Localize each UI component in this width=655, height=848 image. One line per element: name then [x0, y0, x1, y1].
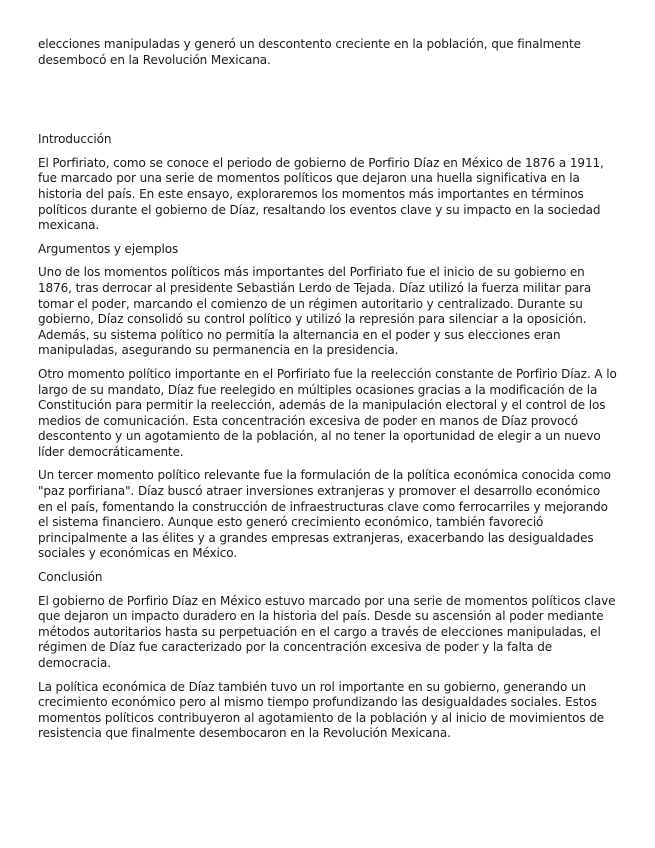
section-gap: [38, 68, 618, 132]
intro-heading: Introducción: [38, 132, 112, 147]
opening-fragment: elecciones manipuladas y generó un descontento creciente en la población, que finalmente desembocó en la Revolución Mexicana.: [38, 37, 581, 67]
argument-paragraph-2: Otro momento político importante en el Porfiriato fue la reelección constante de Porfirio Díaz. A lo largo de su mandato, Díaz fue reelegido en múltiples ocasiones gracias a la modificación de la Constitución para permitir la reelección, además de la manipulación electoral y el control de los medios de comunicación. Esta concentración excesiva de poder en manos de Díaz provocó descontento y un agotamiento de la población, al no tener la oportunidad de elegir a un nuevo líder democráticamente.: [38, 366, 617, 459]
argument-paragraph-1: Uno de los momentos políticos más importantes del Porfiriato fue el inicio de su gobierno en 1876, tras derrocar al presidente Sebastián Lerdo de Tejada. Díaz utilizó la fuerza militar para tomar el poder, marcando el comienzo de un régimen autoritario y centralizado. Durante su gobierno, Díaz consolidó su control político y utilizó la represión para silenciar a la oposición. Además, su sistema político no permitía la alternancia en el poder y sus elecciones eran manipuladas, asegurando su permanencia en la presidencia.: [38, 265, 592, 358]
conclusion-paragraph-1: El gobierno de Porfirio Díaz en México estuvo marcado por una serie de momentos políticos clave que dejaron un impacto duradero en la historia del país. Desde su ascensión al poder mediante métodos autoritarios hasta su perpetuación en el cargo a través de elecciones manipuladas, el régimen de Díaz fue caracterizado por la concentración excesiva de poder y la falta de democracia.: [38, 593, 616, 670]
conclusion-paragraph-2: La política económica de Díaz también tuvo un rol importante en su gobierno, generando un crecimiento económico pero al mismo tiempo profundizando las desigualdades sociales. Estos momentos políticos contribuyeron al agotamiento de la población y al inicio de movimientos de resistencia que finalmente desembocaron en la Revolución Mexicana.: [38, 679, 605, 741]
intro-paragraph: El Porfiriato, como se conoce el periodo de gobierno de Porfirio Díaz en México de 1876 a 1911, fue marcado por una serie de momentos políticos que dejaron una huella significativa en la historia del país. En este ensayo, exploraremos los momentos más importantes en términos políticos durante el gobierno de Díaz, resaltando los eventos clave y su impacto en la sociedad mexicana.: [38, 155, 604, 233]
argument-paragraph-3: Un tercer momento político relevante fue la formulación de la política económica conocida como "paz porfiriana". Díaz buscó atraer inversiones extranjeras y promover el desarrollo económico en el país, fomentando la construcción de infraestructuras clave como ferrocarriles y mejorando el sistema financiero. Aunque esto generó crecimiento económico, también favoreció principalmente a las élites y a grandes empresas extranjeras, exacerbando las desigualdades sociales y económicas en México.: [38, 468, 611, 561]
arguments-heading: Argumentos y ejemplos: [38, 241, 179, 256]
conclusion-heading: Conclusión: [38, 570, 103, 585]
document-body: [38, 37, 618, 750]
